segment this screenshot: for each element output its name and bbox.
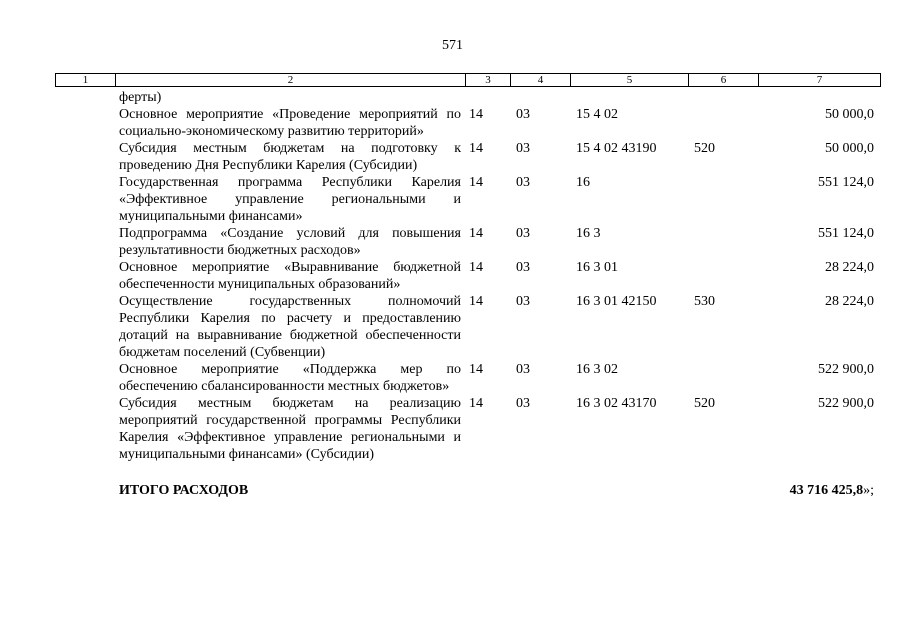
row-target-code: 16 [576, 175, 590, 190]
row-spacer [55, 225, 115, 259]
row-section: 14 [469, 226, 483, 241]
column-header-1: 1 [56, 74, 116, 87]
row-section: 14 [469, 175, 483, 190]
row-subsection: 03 [516, 396, 530, 411]
row-name: Осуществление государственных полномочий Республики Карелия по расчету и предоставлению дотаций на выравнивание бюджетной обеспеченности бюджетам поселений (Субвенции) [119, 294, 461, 360]
row-subsection: 03 [516, 226, 530, 241]
table-row [55, 174, 880, 225]
row-name: Подпрограмма «Создание условий для повышения результативности бюджетных расходов» [119, 226, 461, 258]
row-name: Субсидия местным бюджетам на реализацию мероприятий государственной программы Республики Карелия «Эффективное управление региональными и муниципальными финансами» (Субсидии) [119, 396, 461, 462]
row-section: 14 [469, 362, 483, 377]
row-expense-type [688, 106, 758, 140]
row-section: 14 [469, 107, 483, 122]
column-header-2: 2 [116, 74, 466, 87]
total-amount: 43 716 425,8 [789, 483, 864, 498]
total-amount-cell [758, 463, 880, 499]
total-row [55, 463, 880, 499]
row-amount: 522 900,0 [818, 396, 874, 411]
row-name: Субсидия местным бюджетам на подготовку к проведению Дня Республики Карелия (Субсидии) [119, 141, 461, 173]
budget-table [55, 89, 880, 499]
row-target-code: 16 3 01 [576, 260, 618, 275]
page-number: 571 [442, 38, 463, 53]
column-header-6: 6 [689, 74, 759, 87]
table-row [55, 259, 880, 293]
row-subsection [510, 89, 570, 106]
row-section: 14 [469, 396, 483, 411]
row-expense-type [688, 361, 758, 395]
column-header-4: 4 [511, 74, 571, 87]
row-amount: 522 900,0 [818, 362, 874, 377]
row-expense-type [688, 174, 758, 225]
table-row [55, 106, 880, 140]
row-spacer [55, 89, 115, 106]
row-expense-type: 520 [694, 141, 715, 156]
row-amount: 28 224,0 [825, 260, 874, 275]
row-subsection: 03 [516, 260, 530, 275]
table-row [55, 395, 880, 463]
row-spacer [55, 106, 115, 140]
row-expense-type [688, 89, 758, 106]
row-spacer [55, 140, 115, 174]
row-subsection: 03 [516, 175, 530, 190]
row-target-code [570, 89, 688, 106]
row-amount: 50 000,0 [825, 141, 874, 156]
row-spacer [55, 361, 115, 395]
column-header-row [56, 74, 881, 87]
row-name: ферты) [119, 90, 162, 105]
table-row [55, 361, 880, 395]
row-name: Основное мероприятие «Проведение мероприятий по социально-экономическому развитию территорий» [119, 107, 461, 139]
row-target-code: 16 3 02 43170 [576, 396, 657, 411]
row-subsection: 03 [516, 362, 530, 377]
table-row [55, 225, 880, 259]
table-row [55, 140, 880, 174]
row-target-code: 15 4 02 43190 [576, 141, 657, 156]
row-spacer [55, 259, 115, 293]
row-section: 14 [469, 294, 483, 309]
row-spacer [55, 293, 115, 361]
row-target-code: 16 3 [576, 226, 601, 241]
row-section [465, 89, 510, 106]
table-row [55, 293, 880, 361]
column-header-5: 5 [571, 74, 689, 87]
row-expense-type [688, 225, 758, 259]
column-header-table [55, 73, 881, 87]
row-subsection: 03 [516, 141, 530, 156]
row-subsection: 03 [516, 294, 530, 309]
row-amount: 551 124,0 [818, 226, 874, 241]
row-amount: 50 000,0 [825, 107, 874, 122]
row-expense-type: 520 [694, 396, 715, 411]
row-target-code: 16 3 01 42150 [576, 294, 657, 309]
row-expense-type [688, 259, 758, 293]
total-label: ИТОГО РАСХОДОВ [119, 483, 249, 498]
table-row [55, 89, 880, 106]
column-header-7: 7 [759, 74, 881, 87]
row-section: 14 [469, 141, 483, 156]
total-suffix: »; [863, 483, 874, 498]
row-subsection: 03 [516, 107, 530, 122]
column-header-3: 3 [466, 74, 511, 87]
row-name: Основное мероприятие «Поддержка мер по обеспечению сбалансированности местных бюджетов» [119, 362, 461, 394]
row-expense-type: 530 [694, 294, 715, 309]
row-amount: 551 124,0 [818, 175, 874, 190]
row-section: 14 [469, 260, 483, 275]
row-amount [758, 89, 880, 106]
row-spacer [55, 174, 115, 225]
row-name: Государственная программа Республики Карелия «Эффективное управление региональными и муниципальными финансами» [119, 175, 461, 224]
row-target-code: 16 3 02 [576, 362, 618, 377]
row-target-code: 15 4 02 [576, 107, 618, 122]
row-amount: 28 224,0 [825, 294, 874, 309]
row-spacer [55, 395, 115, 463]
row-name: Основное мероприятие «Выравнивание бюджетной обеспеченности муниципальных образований» [119, 260, 461, 292]
